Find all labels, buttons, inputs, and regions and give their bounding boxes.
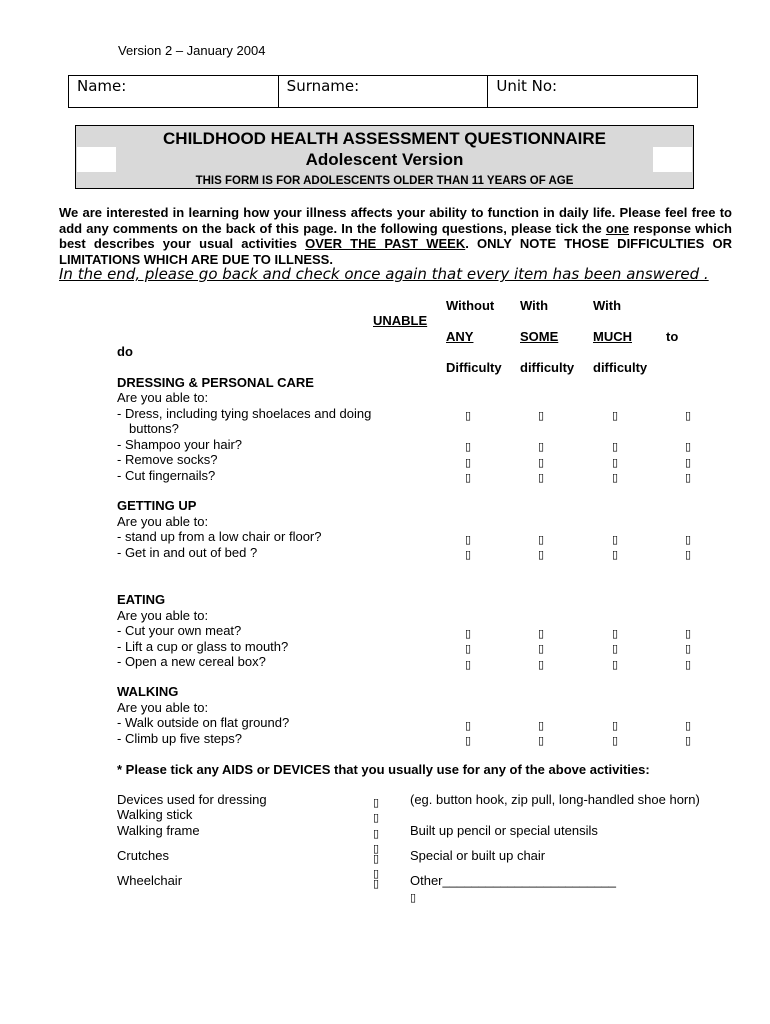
checkbox-lift-cup-some-difficulty[interactable]: ▯	[538, 642, 545, 655]
checkbox-cut-meat-unable[interactable]: ▯	[685, 627, 692, 640]
checkbox-cut-fingernails-without-difficulty[interactable]: ▯	[465, 471, 472, 484]
checkbox-shampoo-much-difficulty[interactable]: ▯	[612, 440, 619, 453]
instructions-paragraph	[59, 205, 732, 267]
aid-dressing-examples: (eg. button hook, zip pull, long-handled shoe horn)	[410, 792, 700, 807]
checkbox-aid-crutches[interactable]: ▯	[373, 852, 380, 865]
checkbox-shampoo-some-difficulty[interactable]: ▯	[538, 440, 545, 453]
aid-walking-stick: Walking stick	[117, 807, 193, 822]
aids-heading: * Please tick any AIDS or DEVICES that you usually use for any of the above activities:	[117, 762, 650, 777]
section-title-walking: WALKING	[117, 684, 179, 699]
column-do-label: do	[117, 344, 133, 359]
checkbox-remove-socks-some-difficulty[interactable]: ▯	[538, 456, 545, 469]
checkbox-cut-fingernails-much-difficulty[interactable]: ▯	[612, 471, 619, 484]
aid-dressing-devices: Devices used for dressing	[117, 792, 267, 807]
instructions-final-check-text: In the end, please go back and check once again that every item has been answered .	[59, 265, 709, 283]
column-difficulty-label-3: difficulty	[593, 360, 648, 375]
unit-number-field[interactable]: Unit No:	[496, 77, 558, 95]
aid-wheelchair: Wheelchair	[117, 873, 183, 888]
question-bed: - Get in and out of bed ?	[117, 545, 258, 560]
question-dress-continued: buttons?	[129, 421, 179, 436]
name-field[interactable]: Name:	[69, 76, 279, 107]
checkbox-cut-meat-without-difficulty[interactable]: ▯	[465, 627, 472, 640]
checkbox-dress-without-difficulty[interactable]: ▯	[465, 409, 472, 422]
question-dress: - Dress, including tying shoelaces and doing	[117, 406, 372, 421]
checkbox-remove-socks-much-difficulty[interactable]: ▯	[612, 456, 619, 469]
checkbox-lift-cup-much-difficulty[interactable]: ▯	[612, 642, 619, 655]
checkbox-cereal-box-much-difficulty[interactable]: ▯	[612, 658, 619, 671]
checkbox-remove-socks-without-difficulty[interactable]: ▯	[465, 456, 472, 469]
column-any-label: ANY	[446, 329, 474, 344]
patient-id-table	[68, 75, 698, 108]
checkbox-walk-outside-unable[interactable]: ▯	[685, 719, 692, 732]
checkbox-aid-walking-frame[interactable]: ▯	[373, 827, 380, 840]
checkbox-cereal-box-some-difficulty[interactable]: ▯	[538, 658, 545, 671]
checkbox-climb-steps-without-difficulty[interactable]: ▯	[465, 734, 472, 747]
question-cereal-box: - Open a new cereal box?	[117, 654, 266, 669]
form-title: CHILDHOOD HEALTH ASSESSMENT QUESTIONNAIRE	[163, 129, 606, 148]
version-label: Version 2 – January 2004	[118, 43, 266, 58]
checkbox-walk-outside-without-difficulty[interactable]: ▯	[465, 719, 472, 732]
checkbox-cereal-box-without-difficulty[interactable]: ▯	[465, 658, 472, 671]
checkbox-bed-unable[interactable]: ▯	[685, 548, 692, 561]
section-title-dressing: DRESSING & PERSONAL CARE	[117, 375, 314, 390]
aid-walking-frame: Walking frame	[117, 823, 200, 838]
checkbox-cut-fingernails-some-difficulty[interactable]: ▯	[538, 471, 545, 484]
instructions-past-week: OVER THE PAST WEEK	[305, 236, 466, 251]
aid-special-chair: Special or built up chair	[410, 848, 546, 863]
question-lift-cup: - Lift a cup or glass to mouth?	[117, 639, 289, 654]
checkbox-stand-up-without-difficulty[interactable]: ▯	[465, 533, 472, 546]
section-prompt-eating: Are you able to:	[117, 608, 209, 623]
instructions-text-1: We are interested in learning how your illness affects your ability to function in daily life. Please feel free to add any comments on the back of this page. In the following questions, please tick the	[59, 205, 732, 236]
checkbox-walk-outside-some-difficulty[interactable]: ▯	[538, 719, 545, 732]
checkbox-aid-special-utensils[interactable]: ▯	[373, 842, 380, 855]
checkbox-bed-without-difficulty[interactable]: ▯	[465, 548, 472, 561]
question-climb-steps: - Climb up five steps?	[117, 731, 242, 746]
column-some-label: SOME	[520, 329, 559, 344]
instructions-one: one	[605, 220, 630, 236]
checkbox-shampoo-unable[interactable]: ▯	[685, 440, 692, 453]
column-to-label: to	[666, 329, 679, 344]
section-prompt-dressing: Are you able to:	[117, 390, 209, 405]
question-stand-up: - stand up from a low chair or floor?	[117, 529, 322, 544]
checkbox-remove-socks-unable[interactable]: ▯	[685, 456, 692, 469]
title-box	[75, 125, 694, 189]
checkbox-stand-up-much-difficulty[interactable]: ▯	[612, 533, 619, 546]
title-box-right-panel	[653, 147, 692, 172]
checkbox-aid-walking-stick[interactable]: ▯	[373, 811, 380, 824]
instructions-text-3: . ONLY NOTE THOSE DIFFICULTIES OR LIMITATIONS WHICH ARE DUE TO ILLNESS.	[59, 236, 733, 267]
checkbox-cut-meat-much-difficulty[interactable]: ▯	[612, 627, 619, 640]
question-remove-socks: - Remove socks?	[117, 452, 218, 467]
instructions-final-check	[59, 265, 709, 283]
checkbox-cut-fingernails-unable[interactable]: ▯	[685, 471, 692, 484]
section-title-eating: EATING	[117, 592, 166, 607]
column-without-label: Without	[446, 298, 495, 313]
aid-special-utensils: Built up pencil or special utensils	[410, 823, 598, 838]
question-shampoo: - Shampoo your hair?	[117, 437, 243, 452]
column-with-much-label: With	[593, 298, 622, 313]
form-age-note: THIS FORM IS FOR ADOLESCENTS OLDER THAN 11 YEARS OF AGE	[195, 175, 574, 187]
question-cut-fingernails: - Cut fingernails?	[117, 468, 216, 483]
column-much-label: MUCH	[593, 329, 632, 344]
checkbox-cereal-box-unable[interactable]: ▯	[685, 658, 692, 671]
column-difficulty-label-2: difficulty	[520, 360, 575, 375]
section-prompt-walking: Are you able to:	[117, 700, 209, 715]
checkbox-climb-steps-some-difficulty[interactable]: ▯	[538, 734, 545, 747]
title-box-left-panel	[77, 147, 116, 172]
section-title-getting-up: GETTING UP	[117, 498, 197, 513]
checkbox-dress-some-difficulty[interactable]: ▯	[538, 409, 545, 422]
checkbox-lift-cup-without-difficulty[interactable]: ▯	[465, 642, 472, 655]
checkbox-dress-unable[interactable]: ▯	[685, 409, 692, 422]
checkbox-bed-some-difficulty[interactable]: ▯	[538, 548, 545, 561]
checkbox-shampoo-without-difficulty[interactable]: ▯	[465, 440, 472, 453]
question-cut-meat: - Cut your own meat?	[117, 623, 242, 638]
aid-other: Other________________________	[410, 873, 617, 888]
form-subtitle: Adolescent Version	[305, 150, 464, 169]
surname-field[interactable]: Surname:	[279, 76, 489, 107]
section-prompt-getting-up: Are you able to:	[117, 514, 209, 529]
column-unable-label: UNABLE	[373, 313, 428, 328]
checkbox-climb-steps-unable[interactable]: ▯	[685, 734, 692, 747]
checkbox-dress-much-difficulty[interactable]: ▯	[612, 409, 619, 422]
aid-crutches: Crutches	[117, 848, 170, 863]
column-with-some-label: With	[520, 298, 549, 313]
checkbox-aid-other[interactable]: ▯	[410, 891, 417, 904]
question-walk-outside: - Walk outside on flat ground?	[117, 715, 290, 730]
checkbox-cut-meat-some-difficulty[interactable]: ▯	[538, 627, 545, 640]
instructions-text-2: response which best describes your usual activities	[59, 220, 732, 251]
checkbox-bed-much-difficulty[interactable]: ▯	[612, 548, 619, 561]
checkbox-stand-up-unable[interactable]: ▯	[685, 533, 692, 546]
checkbox-aid-dressing-devices[interactable]: ▯	[373, 796, 380, 809]
column-difficulty-label-1: Difficulty	[446, 360, 502, 375]
checkbox-climb-steps-much-difficulty[interactable]: ▯	[612, 734, 619, 747]
checkbox-aid-special-chair[interactable]: ▯	[373, 867, 380, 880]
checkbox-walk-outside-much-difficulty[interactable]: ▯	[612, 719, 619, 732]
checkbox-aid-wheelchair[interactable]: ▯	[373, 877, 380, 890]
checkbox-lift-cup-unable[interactable]: ▯	[685, 642, 692, 655]
checkbox-stand-up-some-difficulty[interactable]: ▯	[538, 533, 545, 546]
